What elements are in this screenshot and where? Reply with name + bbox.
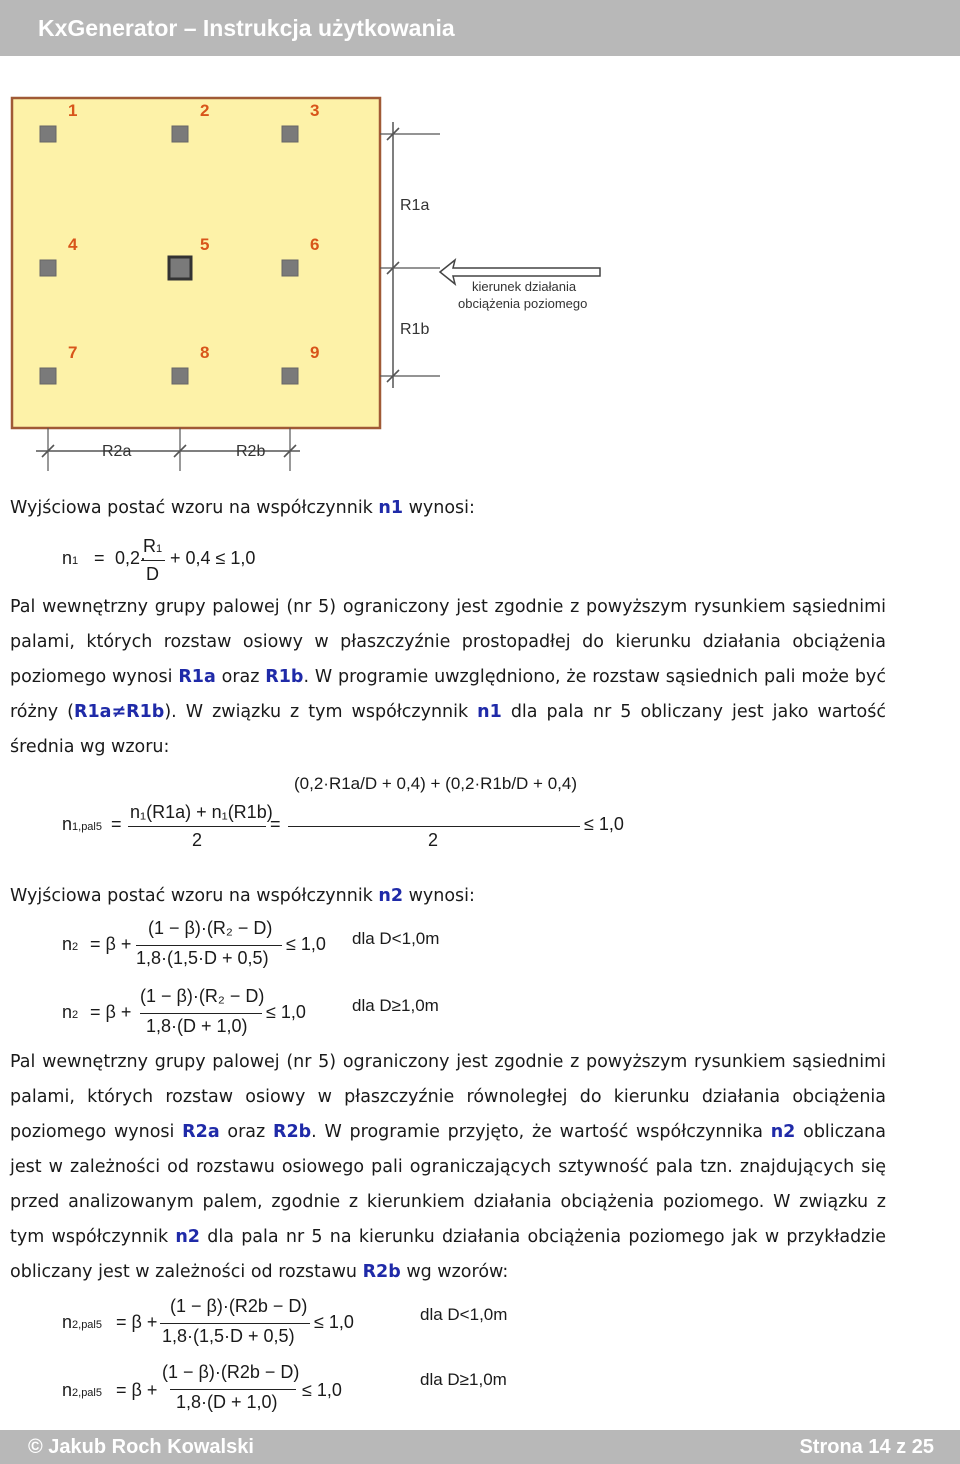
foundation-plate <box>12 98 380 428</box>
pile-8 <box>172 368 188 384</box>
page-header <box>0 0 960 56</box>
pile-7 <box>40 368 56 384</box>
pile-number-4: 4 <box>68 235 78 254</box>
header-title: KxGenerator – Instrukcja użytkowania <box>38 15 455 41</box>
dimension-r1b: R1b <box>400 321 430 338</box>
footer-author: © Jakub Roch Kowalski <box>28 1436 254 1458</box>
dimension-r2b: R2b <box>236 443 266 460</box>
pile-number-9: 9 <box>310 343 320 362</box>
n1-intro: Wyjściowa postać wzoru na współczynnik n1 wynosi: <box>10 498 475 518</box>
pile-4 <box>40 260 56 276</box>
paragraph-n1: Pal wewnętrzny grupy palowej (nr 5) ograniczony jest zgodnie z powyższym rysunkiem sąsiednimi palami, których rozstaw osiowy w płaszczyźnie prostopadłej do kierunku działania obciążenia poziomego wynosi R1a oraz R1b. W programie uwzględniono, że rozstaw sąsiednich pali może być różny (R1a≠R1b). W związku z tym współczynnik n1 dla pala nr 5 obliczany jest jako wartość średnia wg wzoru: <box>10 597 886 757</box>
dimension-r2a: R2a <box>102 443 132 460</box>
pile-1 <box>40 126 56 142</box>
pile-5 <box>169 257 191 279</box>
dimension-r1a: R1a <box>400 197 430 214</box>
pile-number-8: 8 <box>200 343 210 362</box>
pile-number-6: 6 <box>310 235 320 254</box>
pile-6 <box>282 260 298 276</box>
pile-3 <box>282 126 298 142</box>
n2-intro: Wyjściowa postać wzoru na współczynnik n2 wynosi: <box>10 886 475 906</box>
pile-2 <box>172 126 188 142</box>
pile-9 <box>282 368 298 384</box>
pile-number-5: 5 <box>200 235 210 254</box>
load-label-line1: kierunek działania <box>472 279 577 294</box>
pile-number-1: 1 <box>68 101 78 120</box>
pile-number-7: 7 <box>68 343 78 362</box>
paragraph-n2: Pal wewnętrzny grupy palowej (nr 5) ograniczony jest zgodnie z powyższym rysunkiem sąsiednimi palami, których rozstaw osiowy w płaszczyźnie równoległej do kierunku działania obciążenia poziomego wynosi R2a oraz R2b. W programie przyjęto, że wartość współczynnika n2 obliczana jest w zależności od rozstawu osiowego pali ograniczających sztywność pala tzn. znajdujących się przed analizowanym palem, zgodnie z kierunkiem działania obciążenia poziomego. W związku z tym współczynnik n2 dla pala nr 5 na kierunku działania obciążenia poziomego jak w przykładzie obliczany jest w zależności od rozstawu R2b wg wzorów: <box>10 1052 887 1282</box>
pile-number-2: 2 <box>200 101 210 120</box>
footer-page-number: Strona 14 z 25 <box>799 1436 934 1458</box>
pile-number-3: 3 <box>310 101 320 120</box>
pile-group-diagram <box>0 86 960 566</box>
load-label-line2: obciążenia poziomego <box>458 296 588 311</box>
page-footer <box>0 1430 960 1464</box>
